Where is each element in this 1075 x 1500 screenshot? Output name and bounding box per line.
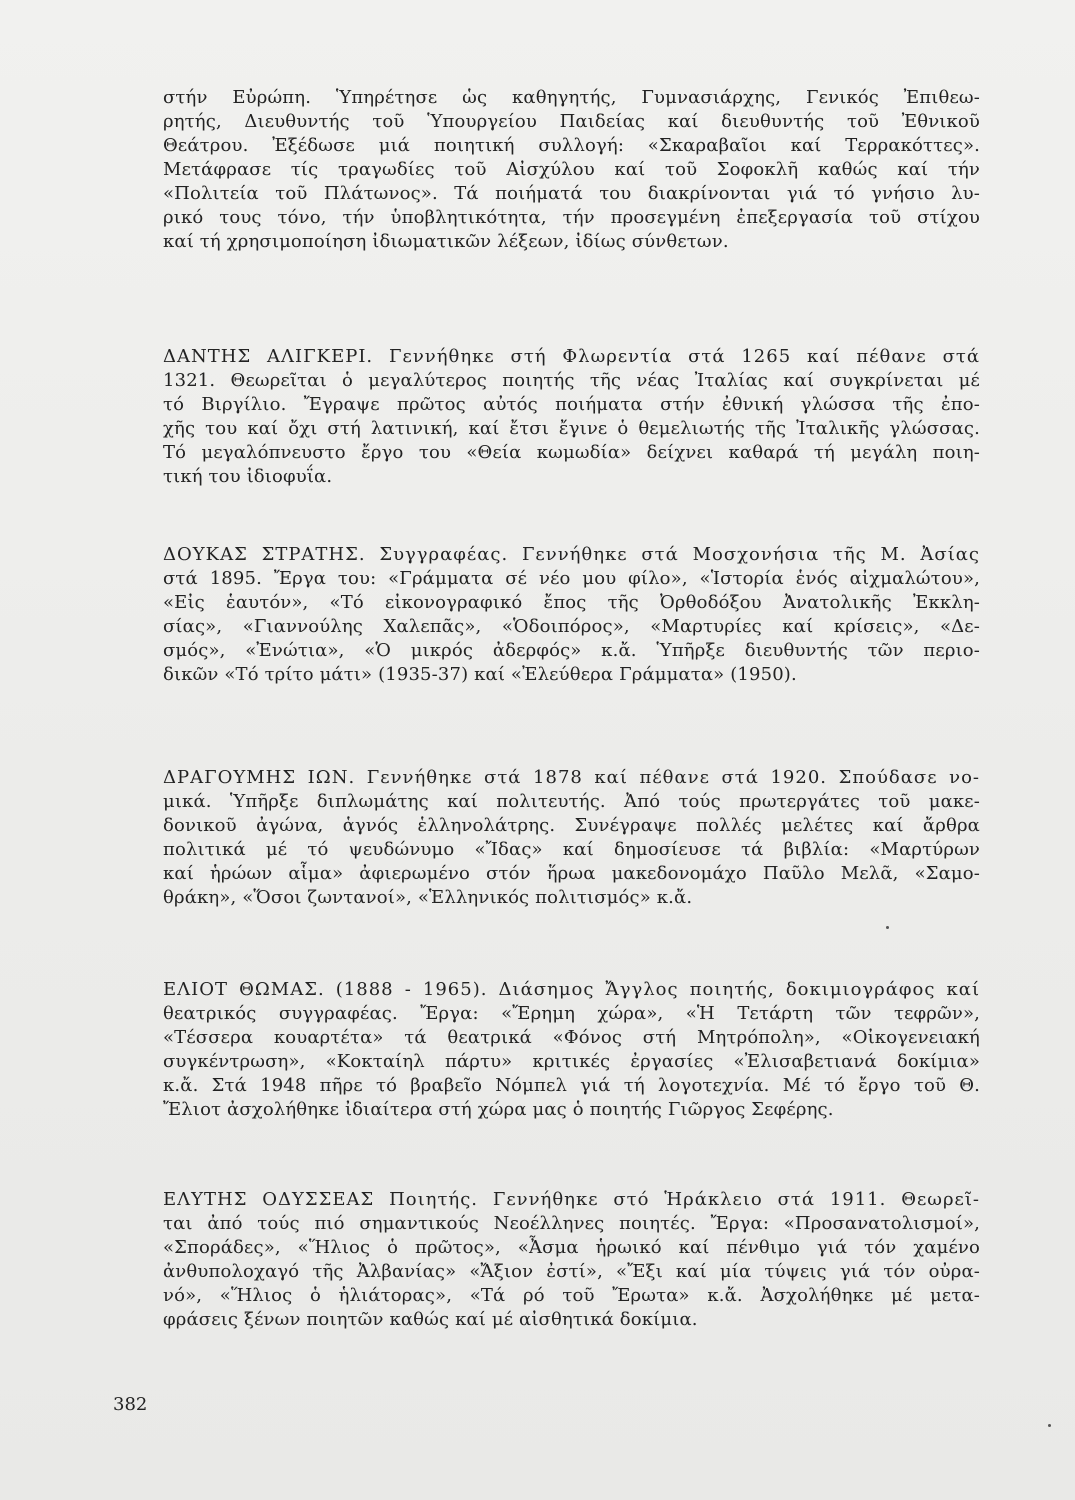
text-line: καί τή χρησιμοποίηση ἰδιωματικῶν λέξεων, ἰδίως σύνθετων. xyxy=(163,231,729,252)
text-line: ται ἀπό τούς πιό σημαντικούς Νεοέλληνες ποιητές. Ἔργα: «Προσανατολισμοί», xyxy=(163,1213,980,1234)
text-line: νό», «Ἥλιος ὁ ἡλιάτορας», «Τά ρό τοῦ Ἔρωτα» κ.ἄ. Ἀσχολήθηκε μέ μετα- xyxy=(163,1285,980,1306)
speck-mark xyxy=(886,926,889,929)
text-line: τική του ἰδιοφυΐα. xyxy=(163,466,333,487)
text-line: χῆς του καί ὄχι στή λατινική, καί ἔτσι ἔγινε ὁ θεμελιωτής τῆς Ἰταλικῆς γλώσσας. xyxy=(163,418,980,439)
page-number: 382 xyxy=(113,1394,148,1415)
text-line: στά 1895. Ἔργα του: «Γράμματα σέ νέο μου φίλο», «Ἱστορία ἑνός αἰχμαλώτου», xyxy=(163,568,980,589)
text-line: σίας», «Γιαννούλης Χαλεπᾶς», «Ὁδοιπόρος», «Μαρτυρίες καί κρίσεις», «Δε- xyxy=(163,616,980,637)
text-line: Μετάφρασε τίς τραγωδίες τοῦ Αἰσχύλου καί τοῦ Σοφοκλῆ καθώς καί τήν xyxy=(163,159,980,180)
entry-dragoumis-ion xyxy=(163,766,980,910)
text-line: ρητής, Διευθυντής τοῦ Ὑπουργείου Παιδείας καί διευθυντής τοῦ Ἐθνικοῦ xyxy=(163,111,980,132)
text-line: ἀνθυπολοχαγό τῆς Ἀλβανίας» «Ἄξιον ἐστί», «Ἔξι καί μία τύψεις γιά τόν οὐρα- xyxy=(163,1261,980,1282)
text-line: συγκέντρωση», «Κοκταίηλ πάρτυ» κριτικές ἐργασίες «Ἐλισαβετιανά δοκίμια» xyxy=(163,1051,980,1072)
text-line: Ἔλιοτ ἀσχολήθηκε ἰδιαίτερα στή χώρα μας ὁ ποιητής Γιῶργος Σεφέρης. xyxy=(163,1099,834,1120)
entry-doukas-stratis xyxy=(163,543,980,687)
text-line: 1321. Θεωρεῖται ὁ μεγαλύτερος ποιητής τῆς νέας Ἰταλίας καί συγκρίνεται μέ xyxy=(163,370,980,391)
text-line: πολιτικά μέ τό ψευδώνυμο «Ἴδας» καί δημοσίευσε τά βιβλία: «Μαρτύρων xyxy=(163,839,980,860)
entry-heading-line: ΔΡΑΓΟΥΜΗΣ ΙΩΝ. Γεννήθηκε στά 1878 καί πέθανε στά 1920. Σπούδασε νο- xyxy=(163,767,980,788)
text-line: «Πολιτεία τοῦ Πλάτωνος». Τά ποιήματά του διακρίνονται γιά τό γνήσιο λυ- xyxy=(163,183,980,204)
text-line: «Τέσσερα κουαρτέτα» τά θεατρικά «Φόνος στή Μητρόπολη», «Οἰκογενειακή xyxy=(163,1027,980,1048)
text-line: δικῶν «Τό τρίτο μάτι» (1935-37) καί «Ἐλεύθερα Γράμματα» (1950). xyxy=(163,664,797,685)
entry-dantis-aligkeri xyxy=(163,345,980,489)
entry-eliot-thomas xyxy=(163,978,980,1122)
entry-heading-line: ΕΛΥΤΗΣ ΟΔΥΣΣΕΑΣ Ποιητής. Γεννήθηκε στό Ἡράκλειο στά 1911. Θεωρεῖ- xyxy=(163,1189,980,1210)
entry-heading-line: ΕΛΙΟΤ ΘΩΜΑΣ. (1888 - 1965). Διάσημος Ἄγγλος ποιητής, δοκιμιογράφος καί xyxy=(163,979,980,1000)
text-line: στήν Εὐρώπη. Ὑπηρέτησε ὡς καθηγητής, Γυμνασιάρχης, Γενικός Ἐπιθεω- xyxy=(163,87,980,108)
text-line: φράσεις ξένων ποιητῶν καθώς καί μέ αἰσθητικά δοκίμια. xyxy=(163,1309,698,1330)
entry-heading-line: ΔΟΥΚΑΣ ΣΤΡΑΤΗΣ. Συγγραφέας. Γεννήθηκε στά Μοσχονήσια τῆς Μ. Ἀσίας xyxy=(163,544,980,565)
text-line: δονικοῦ ἀγώνα, ἁγνός ἑλληνολάτρης. Συνέγραψε πολλές μελέτες καί ἄρθρα xyxy=(163,815,980,836)
entry-heading-line: ΔΑΝΤΗΣ ΑΛΙΓΚΕΡΙ. Γεννήθηκε στή Φλωρεντία στά 1265 καί πέθανε στά xyxy=(163,346,980,367)
text-line: τό Βιργίλιο. Ἔγραψε πρῶτος αὐτός ποιήματα στήν ἐθνική γλώσσα τῆς ἐπο- xyxy=(163,394,980,415)
text-line: κ.ἄ. Στά 1948 πῆρε τό βραβεῖο Νόμπελ γιά τή λογοτεχνία. Μέ τό ἔργο τοῦ Θ. xyxy=(163,1075,980,1096)
text-line: ρικό τους τόνο, τήν ὑποβλητικότητα, τήν προσεγμένη ἐπεξεργασία τοῦ στίχου xyxy=(163,207,980,228)
text-line: καί ἡρώων αἷμα» ἀφιερωμένο στόν ἥρωα μακεδονομάχο Παῦλο Μελᾶ, «Σαμο- xyxy=(163,863,980,884)
text-line: θράκη», «Ὅσοι ζωντανοί», «Ἑλληνικός πολιτισμός» κ.ἄ. xyxy=(163,887,693,908)
text-line: θεατρικός συγγραφέας. Ἔργα: «Ἔρημη χώρα», «Ἡ Τετάρτη τῶν τεφρῶν», xyxy=(163,1003,980,1024)
text-line: μικά. Ὑπῆρξε διπλωμάτης καί πολιτευτής. Ἀπό τούς πρωτεργάτες τοῦ μακε- xyxy=(163,791,980,812)
entry-continuation xyxy=(163,86,980,254)
text-line: «Σποράδες», «Ἥλιος ὁ πρῶτος», «Ἆσμα ἡρωικό καί πένθιμο γιά τόν χαμένο xyxy=(163,1237,980,1258)
speck-mark xyxy=(1048,1424,1051,1427)
text-line: Τό μεγαλόπνευστο ἔργο του «Θεία κωμωδία» δείχνει καθαρά τή μεγάλη ποιη- xyxy=(163,442,980,463)
text-line: σμός», «Ἐνώτια», «Ὁ μικρός ἀδερφός» κ.ἄ. Ὑπῆρξε διευθυντής τῶν περιο- xyxy=(163,640,980,661)
text-line: Θεάτρου. Ἐξέδωσε μιά ποιητική συλλογή: «Σκαραβαῖοι καί Τερρακόττες». xyxy=(163,135,980,156)
entry-elytis-odysseas xyxy=(163,1188,980,1332)
text-line: «Εἰς ἑαυτόν», «Τό εἰκονογραφικό ἔπος τῆς Ὀρθοδόξου Ἀνατολικῆς Ἐκκλη- xyxy=(163,592,980,613)
